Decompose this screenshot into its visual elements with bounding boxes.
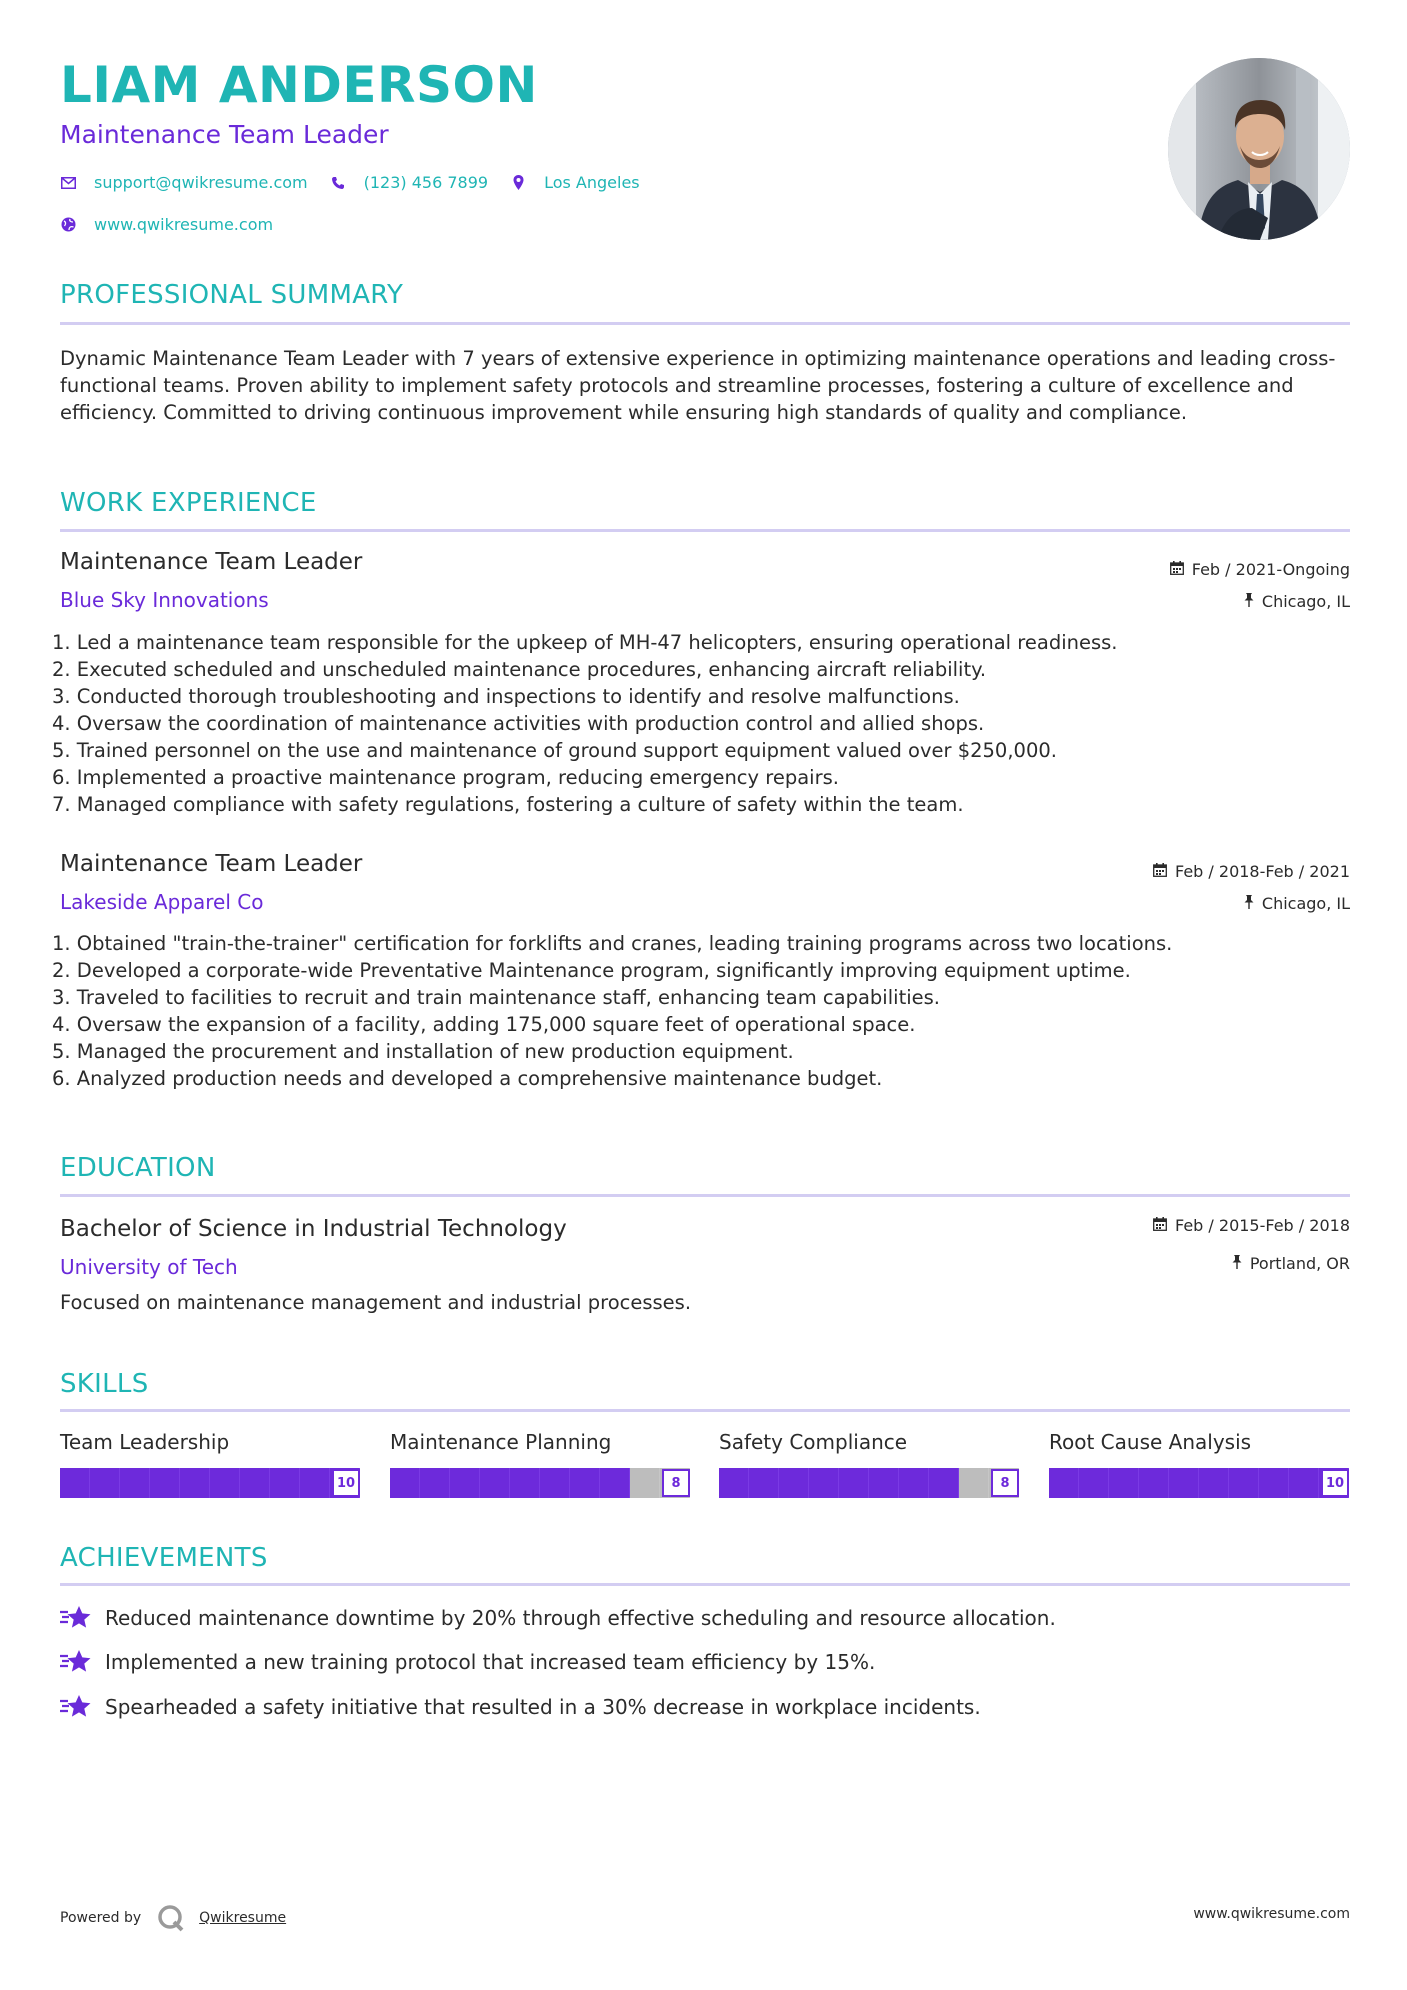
- skill-segment: [120, 1468, 150, 1498]
- calendar-icon: [1170, 561, 1184, 579]
- section-title-skills: SKILLS: [60, 1369, 149, 1399]
- list-item: 7. Managed compliance with safety regulations, fostering a culture of safety within the team.: [52, 793, 964, 816]
- skill-segment: [779, 1468, 809, 1498]
- skill-segment: [899, 1468, 929, 1498]
- skill-segment: [959, 1468, 989, 1498]
- skill-segment: [929, 1468, 959, 1498]
- skill-segment: [240, 1468, 270, 1498]
- skill-segment: [1079, 1468, 1109, 1498]
- company-name: Lakeside Apparel Co: [60, 890, 264, 914]
- list-item: 3. Traveled to facilities to recruit and train maintenance staff, enhancing team capabilities.: [52, 986, 940, 1009]
- skill-level-value: 8: [662, 1469, 690, 1497]
- skill-name: Root Cause Analysis: [1049, 1430, 1252, 1454]
- skill-segment: [600, 1468, 630, 1498]
- section-title-experience: WORK EXPERIENCE: [60, 488, 317, 518]
- skill-segment: [420, 1468, 450, 1498]
- skill-segment: [809, 1468, 839, 1498]
- skill-segment: [210, 1468, 240, 1498]
- achievement-item: [60, 1648, 875, 1676]
- list-item: 3. Conducted thorough troubleshooting and inspections to identify and resolve malfunctions.: [52, 685, 960, 708]
- qwikresume-logo-icon: [157, 1904, 185, 1932]
- achievement-text: Spearheaded a safety initiative that resulted in a 30% decrease in workplace incidents.: [105, 1695, 981, 1719]
- skill-segment: [839, 1468, 869, 1498]
- section-divider: [60, 322, 1350, 325]
- list-item: 1. Led a maintenance team responsible for the upkeep of MH-47 helicopters, ensuring operational readiness.: [52, 631, 1118, 654]
- email-link[interactable]: support@qwikresume.com: [94, 173, 308, 192]
- list-item: 5. Trained personnel on the use and maintenance of ground support equipment valued over $250,000.: [52, 739, 1057, 762]
- skill-segment: [1169, 1468, 1199, 1498]
- skill-segment: [90, 1468, 120, 1498]
- skill-segment: [570, 1468, 600, 1498]
- envelope-icon: [60, 175, 76, 191]
- skill-level-bar: [719, 1468, 1019, 1498]
- star-icon: [60, 1693, 93, 1721]
- list-item: 4. Oversaw the coordination of maintenance activities with production control and allied shops.: [52, 712, 985, 735]
- map-pin-icon: [510, 175, 526, 191]
- education-location-text: Portland, OR: [1249, 1254, 1350, 1273]
- job-location: [1244, 592, 1350, 611]
- skill-segment: [749, 1468, 779, 1498]
- footer-powered-by: [60, 1904, 286, 1932]
- skill-level-bar: [1049, 1468, 1349, 1498]
- powered-by-label: Powered by: [60, 1910, 142, 1926]
- phone-icon: [330, 175, 346, 191]
- skill-segment: [390, 1468, 420, 1498]
- section-title-education: EDUCATION: [60, 1153, 216, 1183]
- skill-segment: [1049, 1468, 1079, 1498]
- job-title: Maintenance Team Leader: [60, 549, 363, 575]
- candidate-title: Maintenance Team Leader: [60, 120, 389, 149]
- skill-segment: [180, 1468, 210, 1498]
- skill-name: Maintenance Planning: [390, 1430, 612, 1454]
- skill-level-value: 10: [332, 1469, 360, 1497]
- pushpin-icon: [1244, 593, 1254, 611]
- achievement-item: [60, 1693, 981, 1721]
- calendar-icon: [1153, 1217, 1167, 1235]
- skill-segment: [300, 1468, 330, 1498]
- star-icon: [60, 1604, 93, 1632]
- section-title-achievements: ACHIEVEMENTS: [60, 1543, 268, 1573]
- profile-photo: [1168, 58, 1350, 240]
- skill-level-bar: [60, 1468, 360, 1498]
- skill-name: Team Leadership: [60, 1430, 230, 1454]
- section-divider: [60, 1194, 1350, 1197]
- skill-item: [719, 1430, 1019, 1498]
- star-icon: [60, 1648, 93, 1676]
- skill-segment: [630, 1468, 660, 1498]
- list-item: 2. Developed a corporate-wide Preventative Maintenance program, significantly improving equipment uptime.: [52, 959, 1131, 982]
- job-location-text: Chicago, IL: [1261, 894, 1350, 913]
- skill-segment: [270, 1468, 300, 1498]
- company-name: Blue Sky Innovations: [60, 588, 269, 612]
- achievement-item: [60, 1604, 1056, 1632]
- degree-title: Bachelor of Science in Industrial Technology: [60, 1216, 567, 1242]
- calendar-icon: [1153, 863, 1167, 881]
- brand-link[interactable]: Qwikresume: [199, 1910, 287, 1926]
- skill-segment: [869, 1468, 899, 1498]
- footer-website[interactable]: www.qwikresume.com: [1193, 1906, 1350, 1922]
- skill-segment: [510, 1468, 540, 1498]
- skill-segment: [1289, 1468, 1319, 1498]
- education-location: [1232, 1254, 1350, 1273]
- pushpin-icon: [1244, 895, 1254, 913]
- skill-level-value: 10: [1321, 1469, 1349, 1497]
- skill-segment: [1109, 1468, 1139, 1498]
- skill-level-bar: [390, 1468, 690, 1498]
- globe-icon: [60, 217, 76, 233]
- skill-segment: [719, 1468, 749, 1498]
- skill-segment: [1139, 1468, 1169, 1498]
- skill-segment: [480, 1468, 510, 1498]
- list-item: 5. Managed the procurement and installation of new production equipment.: [52, 1040, 794, 1063]
- skill-item: [60, 1430, 360, 1498]
- job-location: [1244, 894, 1350, 913]
- education-dates: [1153, 1216, 1350, 1235]
- job-date-range: Feb / 2021-Ongoing: [1191, 560, 1350, 579]
- skill-segment: [1259, 1468, 1289, 1498]
- job-dates: [1170, 560, 1350, 579]
- skill-name: Safety Compliance: [719, 1430, 908, 1454]
- candidate-name: LIAM ANDERSON: [60, 56, 538, 114]
- section-title-summary: PROFESSIONAL SUMMARY: [60, 280, 404, 310]
- job-date-range: Feb / 2018-Feb / 2021: [1175, 862, 1350, 881]
- education-description: Focused on maintenance management and industrial processes.: [60, 1291, 692, 1314]
- skill-segment: [1229, 1468, 1259, 1498]
- phone-number[interactable]: (123) 456 7899: [363, 173, 489, 192]
- skill-item: [390, 1430, 690, 1498]
- section-divider: [60, 529, 1350, 532]
- list-item: 1. Obtained "train-the-trainer" certification for forklifts and cranes, leading training programs across two locations.: [52, 932, 1173, 955]
- job-title: Maintenance Team Leader: [60, 851, 363, 877]
- list-item: 2. Executed scheduled and unscheduled maintenance procedures, enhancing aircraft reliability.: [52, 658, 987, 681]
- contact-row: [60, 173, 662, 192]
- section-divider: [60, 1409, 1350, 1412]
- list-item: 6. Implemented a proactive maintenance program, reducing emergency repairs.: [52, 766, 839, 789]
- location-text: Los Angeles: [544, 173, 640, 192]
- skill-segment: [60, 1468, 90, 1498]
- skill-item: [1049, 1430, 1349, 1498]
- list-item: 4. Oversaw the expansion of a facility, adding 175,000 square feet of operational space.: [52, 1013, 916, 1036]
- skill-level-value: 8: [991, 1469, 1019, 1497]
- summary-text: Dynamic Maintenance Team Leader with 7 years of extensive experience in optimizing maintenance operations and leading cross-functional teams. Proven ability to implement safety protocols and streamline processes, fostering a culture of excellence and efficiency. Committed to driving continuous improvement while ensuring high standards of quality and compliance.: [60, 347, 1336, 424]
- education-date-range: Feb / 2015-Feb / 2018: [1175, 1216, 1350, 1235]
- website-row: [60, 215, 295, 234]
- section-divider: [60, 1583, 1350, 1586]
- skill-segment: [150, 1468, 180, 1498]
- job-bullets: [52, 930, 1352, 1092]
- achievement-text: Implemented a new training protocol that increased team efficiency by 15%.: [105, 1650, 876, 1674]
- list-item: 6. Analyzed production needs and developed a comprehensive maintenance budget.: [52, 1067, 883, 1090]
- skill-segment: [1199, 1468, 1229, 1498]
- school-name: University of Tech: [60, 1255, 238, 1279]
- skill-segment: [450, 1468, 480, 1498]
- job-location-text: Chicago, IL: [1261, 592, 1350, 611]
- skill-segment: [540, 1468, 570, 1498]
- achievement-text: Reduced maintenance downtime by 20% through effective scheduling and resource allocation.: [105, 1606, 1056, 1630]
- pushpin-icon: [1232, 1255, 1242, 1273]
- website-link[interactable]: www.qwikresume.com: [94, 215, 274, 234]
- job-dates: [1153, 862, 1350, 881]
- job-bullets: [52, 629, 1352, 818]
